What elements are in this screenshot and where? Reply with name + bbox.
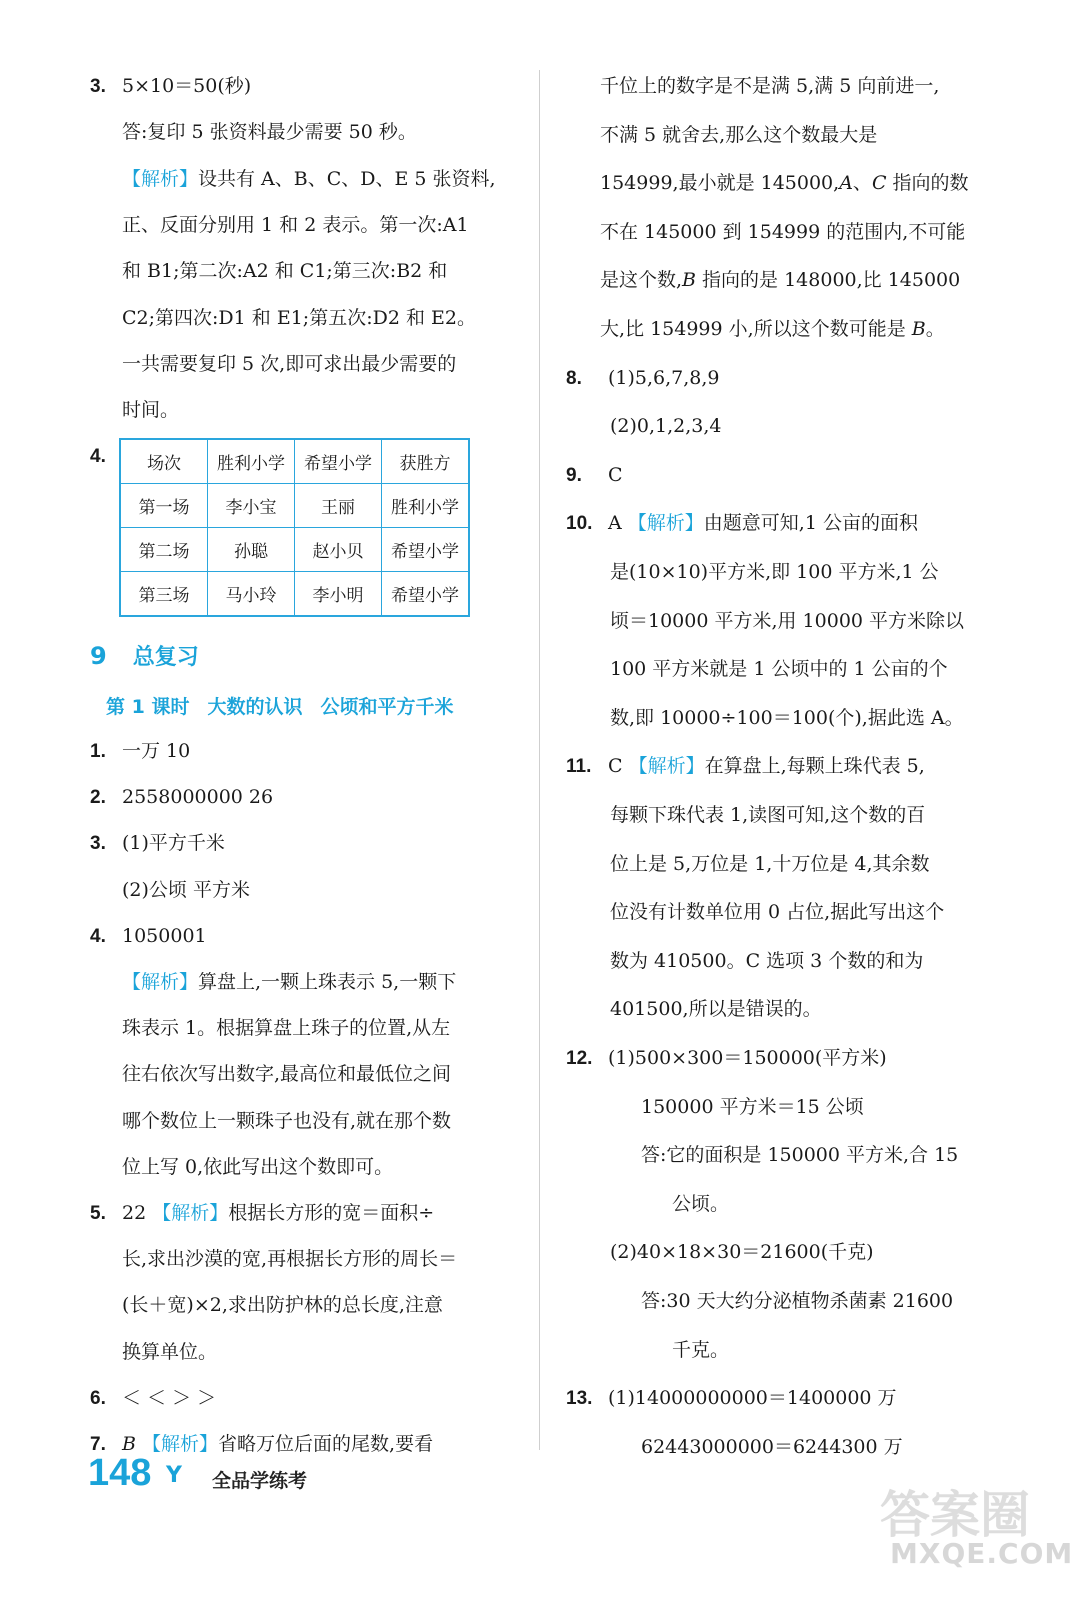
table-row: [120, 528, 469, 572]
text-line: [90, 443, 122, 469]
text-line: [610, 948, 923, 974]
item-number: 3.: [90, 76, 106, 97]
text-line: [641, 1142, 958, 1168]
text-span: 一万 10: [122, 740, 191, 762]
text-span: 不在 145000 到 154999 的范围内,不可能: [600, 220, 966, 243]
text-span: 设共有 A、B、C、D、E 5 张资料,: [198, 167, 496, 190]
text-line: [610, 851, 930, 877]
text-line: [90, 830, 225, 856]
analysis-tag: 【解析】: [152, 1202, 229, 1224]
text-span: 算盘上,一颗上珠表示 5,一颗下: [198, 971, 457, 993]
table-cell: 马小玲: [208, 572, 295, 617]
table-cell: 李小明: [295, 572, 382, 617]
text-span: 答:复印 5 张资料最少需要 50 秒。: [122, 121, 417, 144]
text-span: 22: [122, 1202, 153, 1224]
text-span: 由题意可知,1 公亩的面积: [703, 512, 918, 535]
lesson-topic-2: 公顷和平方千米: [320, 696, 454, 718]
text-line: [641, 1094, 864, 1120]
item-number: 13.: [566, 1388, 593, 1410]
text-line: [122, 1154, 393, 1180]
text-span: 千位上的数字是不是满 5,满 5 向前进一,: [600, 75, 940, 97]
text-line: [566, 1385, 897, 1411]
item-number: 3.: [90, 833, 106, 855]
text-line: [610, 899, 944, 925]
text-span: 和 B1;第二次:A2 和 C1;第三次:B2 和: [122, 260, 448, 283]
text-span: 指向的数: [886, 172, 969, 195]
text-line: [610, 996, 822, 1022]
text-line: [122, 212, 469, 238]
text-line: [90, 1385, 216, 1411]
text-span: 顷＝10000 平方米,用 10000 平方米除以: [610, 609, 965, 632]
text-span: 154999,最小就是 145000,: [600, 172, 840, 195]
item-number: 6.: [90, 1387, 106, 1409]
text-line: [90, 1200, 434, 1226]
text-line: [566, 1045, 887, 1071]
text-span: 公顷。: [672, 1192, 730, 1215]
text-span: 答:它的面积是 150000 平方米,合 15: [641, 1144, 959, 1167]
section-title: 总复习: [132, 645, 199, 670]
text-line: [610, 802, 925, 828]
text-span: 100 平方米就是 1 公顷中的 1 公亩的个: [610, 658, 948, 681]
match-table: [119, 438, 470, 617]
text-span: 1050001: [122, 924, 207, 947]
text-span: 时间。: [122, 399, 180, 422]
text-span: 正、反面分别用 1 和 2 表示。第一次:A1: [122, 213, 469, 236]
text-span: 401500,所以是错误的。: [610, 998, 822, 1021]
text-line: [600, 170, 969, 196]
text-span: C: [871, 172, 887, 195]
text-span: 5×10＝50(秒): [122, 75, 252, 97]
text-line: [122, 119, 417, 145]
text-span: C: [608, 755, 629, 778]
text-span: 150000 平方米＝15 公顷: [641, 1095, 864, 1118]
text-span: (1)5,6,7,8,9: [608, 366, 720, 389]
analysis-tag: 【解析】: [142, 1433, 219, 1455]
column-divider: [539, 70, 540, 1450]
text-span: 位上写 0,依此写出这个数即可。: [122, 1155, 394, 1178]
text-line: [566, 510, 918, 536]
text-line: [90, 784, 273, 810]
table-row: [120, 572, 469, 617]
text-span: B: [682, 269, 697, 292]
table-cell: 第二场: [120, 528, 208, 572]
text-line: [122, 969, 456, 995]
table-cell: 获胜方: [382, 439, 470, 484]
text-span: 每颗下珠代表 1,读图可知,这个数的百: [610, 804, 926, 826]
table-cell: 第三场: [120, 572, 208, 617]
text-span: 位上是 5,万位是 1,十万位是 4,其余数: [610, 852, 930, 875]
text-line: [641, 1288, 953, 1314]
text-span: B: [122, 1433, 136, 1455]
page-number: 148: [88, 1452, 152, 1494]
analysis-tag: 【解析】: [122, 971, 199, 993]
text-span: 位没有计数单位用 0 占位,据此写出这个: [610, 901, 945, 924]
text-line: [610, 705, 964, 731]
text-span: 省略万位后面的尾数,要看: [218, 1433, 434, 1455]
text-span: 。: [925, 318, 945, 340]
text-line: [122, 1246, 457, 1272]
text-span: 千克。: [672, 1338, 730, 1361]
item-number: 12.: [566, 1048, 593, 1069]
text-span: 数,即 10000÷100＝100(个),据此选 A。: [610, 706, 964, 729]
text-span: C2;第四次:D1 和 E1;第五次:D2 和 E2。: [122, 306, 476, 329]
text-span: (2)40×18×30＝21600(千克): [610, 1241, 874, 1264]
text-span: 珠表示 1。根据算盘上珠子的位置,从左: [122, 1017, 451, 1040]
text-line: [600, 219, 965, 245]
text-span: 是(10×10)平方米,即 100 平方米,1 公: [610, 561, 939, 583]
text-span: A: [608, 512, 628, 535]
text-line: [122, 1108, 451, 1134]
table-cell: 希望小学: [382, 572, 470, 617]
table-cell: 希望小学: [382, 528, 470, 572]
text-span: (1)500×300＝150000(平方米): [608, 1047, 887, 1069]
text-span: C: [608, 463, 623, 486]
item-number: 10.: [566, 513, 593, 535]
text-line: [610, 413, 722, 439]
text-line: [122, 1339, 217, 1365]
sprout-icon: Y: [166, 1463, 182, 1488]
text-line: [122, 166, 496, 192]
text-span: 62443000000＝6244300 万: [641, 1435, 903, 1458]
analysis-tag: 【解析】: [628, 755, 705, 778]
text-line: [122, 1061, 451, 1087]
text-span: 长,求出沙漠的宽,再根据长方形的周长＝: [122, 1248, 458, 1271]
text-line: [122, 1292, 443, 1318]
text-line: [610, 608, 964, 634]
table-cell: 胜利小学: [208, 439, 295, 484]
text-span: 答:30 天大约分泌植物杀菌素 21600: [641, 1290, 954, 1312]
item-number: 5.: [90, 1203, 106, 1224]
text-line: [600, 267, 960, 293]
text-line: [566, 753, 925, 779]
item-number: 4.: [90, 446, 106, 468]
watermark-bottom: MXQE.COM: [890, 1537, 1073, 1570]
item-number: 2.: [90, 787, 106, 809]
lesson-topic-1: 大数的认识: [207, 696, 303, 718]
table-cell: 王丽: [295, 484, 382, 528]
table-cell: 第一场: [120, 484, 208, 528]
item-number: 1.: [90, 741, 106, 762]
text-line: [610, 1239, 874, 1265]
analysis-tag: 【解析】: [627, 512, 704, 535]
text-span: 换算单位。: [122, 1340, 218, 1363]
item-number: 11.: [566, 756, 592, 778]
text-span: 是这个数,: [600, 269, 683, 292]
brand-name: 全品学练考: [212, 1470, 308, 1492]
text-span: B: [911, 318, 926, 340]
item-number: 9.: [566, 464, 582, 486]
text-span: (2)0,1,2,3,4: [610, 415, 722, 438]
text-line: [566, 365, 720, 391]
table-cell: 胜利小学: [382, 484, 470, 528]
table-cell: 场次: [120, 439, 208, 484]
text-span: (2)公顷 平方米: [122, 878, 250, 901]
table-cell: 赵小贝: [295, 528, 382, 572]
text-span: 哪个数位上一颗珠子也没有,就在那个数: [122, 1109, 452, 1132]
text-span: 往右依次写出数字,最高位和最低位之间: [122, 1063, 452, 1086]
section-heading: [90, 640, 199, 671]
text-line: [122, 258, 447, 284]
text-line: [641, 1434, 903, 1460]
lesson-period: 第 1 课时: [106, 696, 190, 718]
lesson-heading: [106, 692, 471, 719]
text-span: A: [839, 172, 853, 195]
text-line: [600, 73, 939, 99]
section-number: 9: [90, 642, 107, 670]
text-span: (1)平方千米: [122, 832, 225, 855]
text-span: 指向的是 148000,比 145000: [696, 269, 961, 292]
item-number: 7.: [90, 1434, 106, 1455]
analysis-tag: 【解析】: [122, 167, 199, 190]
text-line: [610, 559, 939, 585]
text-line: [122, 351, 456, 377]
text-span: ＜ ＜ ＞ ＞: [122, 1386, 217, 1409]
text-span: 数为 410500。C 选项 3 个数的和为: [610, 949, 924, 972]
item-number: 8.: [566, 367, 582, 389]
text-line: [122, 305, 476, 331]
text-line: [610, 656, 948, 682]
item-number: 4.: [90, 925, 106, 947]
text-line: [600, 122, 877, 148]
table-row: [120, 484, 469, 528]
text-span: (1)14000000000＝1400000 万: [608, 1387, 897, 1410]
text-line: [90, 73, 251, 99]
text-line: [672, 1191, 729, 1217]
text-line: [566, 462, 623, 488]
watermark: [880, 1486, 1073, 1570]
table-row: [120, 439, 469, 484]
text-line: [122, 877, 250, 903]
table-cell: 孙聪: [208, 528, 295, 572]
table-cell: 希望小学: [295, 439, 382, 484]
text-span: 不满 5 就舍去,那么这个数最大是: [600, 123, 878, 146]
text-line: [90, 923, 207, 949]
text-span: 2558000000 26: [122, 786, 274, 809]
text-span: 、: [852, 172, 872, 195]
text-span: 在算盘上,每颗上珠代表 5,: [704, 755, 925, 778]
text-span: (长＋宽)×2,求出防护林的总长度,注意: [122, 1294, 443, 1317]
table-cell: 李小宝: [208, 484, 295, 528]
text-line: [122, 1015, 450, 1041]
text-line: [600, 316, 945, 342]
watermark-top: 答案圈: [880, 1486, 1030, 1544]
text-span: 一共需要复印 5 次,即可求出最少需要的: [122, 352, 457, 375]
text-line: [90, 738, 190, 764]
text-span: 大,比 154999 小,所以这个数可能是: [600, 318, 912, 340]
text-line: [122, 397, 179, 423]
text-span: 根据长方形的宽＝面积÷: [228, 1202, 435, 1224]
text-line: [672, 1337, 729, 1363]
